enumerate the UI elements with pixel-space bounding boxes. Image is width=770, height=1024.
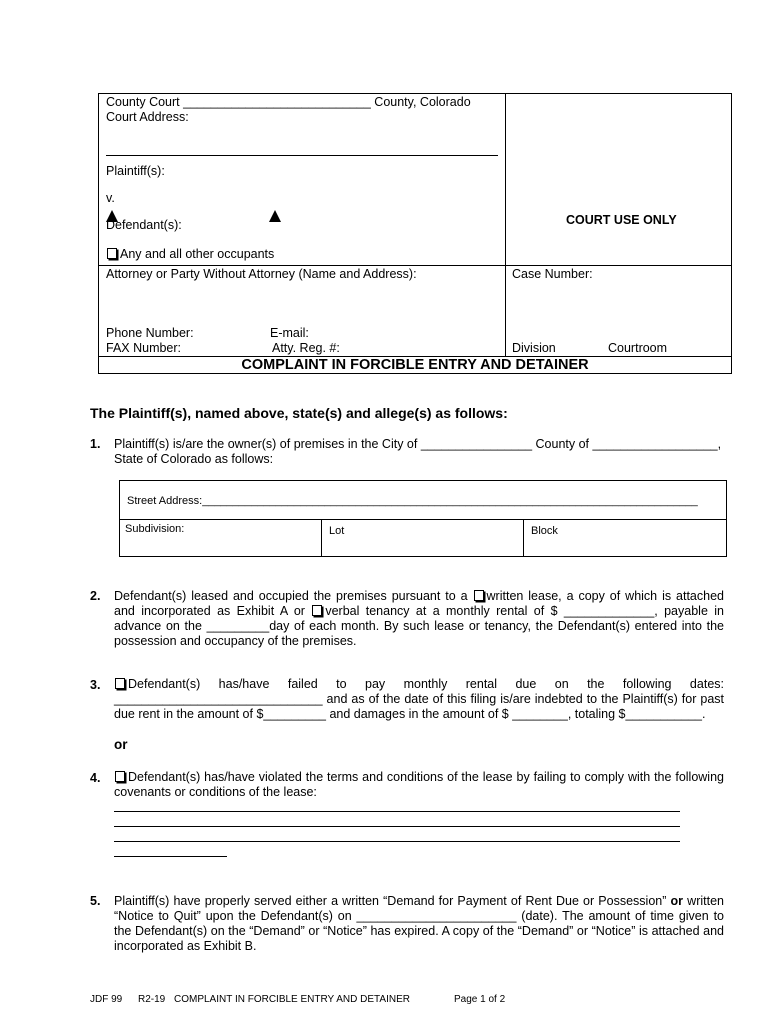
subdivision-field[interactable]: Subdivision: <box>125 523 185 535</box>
covenants-blank-line[interactable] <box>114 826 680 827</box>
paragraph-5-or: or <box>670 894 684 908</box>
paragraph-2-part-3: verbal tenancy at a monthly rental of $ _____________, payable in advance on the _________day of each month. By such lease or tenancy, the Defendant(s) entered into the possession and occupancy of the premises. <box>114 604 724 648</box>
covenants-blank-line[interactable] <box>114 811 680 812</box>
footer-revision: R2-19 <box>138 994 166 1005</box>
paragraph-5-part-a: Plaintiff(s) have properly served either a written “Demand for Payment of Rent Due or Possession” <box>114 894 671 908</box>
defendant-label: Defendant(s): <box>106 218 182 232</box>
court-address-label: Court Address: <box>106 110 189 124</box>
paragraph-5-number: 5. <box>90 894 101 908</box>
paragraph-3-text <box>114 677 724 722</box>
attorney-label: Attorney or Party Without Attorney (Name and Address): <box>106 267 417 281</box>
paragraph-2-number: 2. <box>90 589 101 603</box>
property-address-box <box>119 480 727 557</box>
block-field[interactable]: Block <box>531 525 558 537</box>
occupants-checkbox[interactable] <box>107 248 117 259</box>
occupants-label: Any and all other occupants <box>120 247 275 261</box>
paragraph-4-body: Defendant(s) has/have violated the terms and conditions of the lease by failing to comply with the following covenants or conditions of the lease: <box>114 770 724 799</box>
paragraph-2-part-2: written lease, a copy of which is attached and incorporated as Exhibit A or <box>114 589 724 618</box>
paragraph-4-text <box>114 770 724 800</box>
paragraph-3-number: 3. <box>90 678 101 692</box>
atty-reg-label: Atty. Reg. #: <box>272 341 340 355</box>
paragraph-1-line-2: State of Colorado as follows: <box>114 452 274 466</box>
caption-divider-vertical <box>505 93 506 356</box>
paragraph-2-part-1: Defendant(s) leased and occupied the premises pursuant to a <box>114 589 473 603</box>
paragraph-1-number: 1. <box>90 437 101 451</box>
footer-form-number: JDF 99 <box>90 994 123 1005</box>
intro-statement: The Plaintiff(s), named above, state(s) and allege(s) as follows: <box>90 405 508 421</box>
case-number-label: Case Number: <box>512 267 593 281</box>
paragraph-4-number: 4. <box>90 771 101 785</box>
court-line: County Court ___________________________ County, Colorado <box>106 95 471 109</box>
paragraph-1-line-1: Plaintiff(s) is/are the owner(s) of premises in the City of ________________ County of __________________, <box>114 437 722 451</box>
footer-page-number: Page 1 of 2 <box>454 994 506 1005</box>
court-use-only: COURT USE ONLY <box>566 213 677 227</box>
document-title: COMPLAINT IN FORCIBLE ENTRY AND DETAINER <box>241 357 589 373</box>
street-address-field[interactable]: Street Address:_________________________________________________________________________________ <box>127 495 698 507</box>
paragraph-5-text <box>114 894 724 954</box>
versus-label: v. <box>106 191 115 205</box>
courtroom-label: Courtroom <box>608 341 668 355</box>
caption-divider-horizontal <box>98 265 732 266</box>
written-lease-checkbox[interactable] <box>474 590 484 601</box>
occupants-checkbox-row <box>106 247 274 261</box>
lot-field[interactable]: Lot <box>329 525 345 537</box>
covenants-blank-line[interactable] <box>114 856 227 857</box>
failed-to-pay-checkbox[interactable] <box>115 678 125 689</box>
plaintiff-label: Plaintiff(s): <box>106 164 165 178</box>
address-box-col-divider <box>321 519 322 556</box>
email-label: E-mail: <box>270 326 309 340</box>
violated-terms-checkbox[interactable] <box>115 771 125 782</box>
fax-label: FAX Number: <box>106 341 182 355</box>
address-box-divider <box>120 519 726 520</box>
or-separator: or <box>114 737 128 752</box>
footer-form-title: COMPLAINT IN FORCIBLE ENTRY AND DETAINER <box>174 994 410 1005</box>
covenants-blank-line[interactable] <box>114 841 680 842</box>
paragraph-5-part-b: written “Notice to Quit” upon the Defendant(s) on _______________________ (date). The amount of time given to the Defendant(s) on the “Demand” or “Notice” has expired. A copy of the “Demand” or “Notice” is attached and incorporated as Exhibit B. <box>114 894 724 953</box>
address-box-col-divider <box>523 519 524 556</box>
court-address-rule <box>106 155 498 156</box>
division-label: Division <box>512 341 556 355</box>
verbal-tenancy-checkbox[interactable] <box>312 605 322 616</box>
triangle-marker-icon <box>269 210 281 222</box>
paragraph-2-text <box>114 589 724 649</box>
phone-label: Phone Number: <box>106 326 194 340</box>
paragraph-3-body: Defendant(s) has/have failed to pay monthly rental due on the following dates: ______________________________ and as of the date of this filing is/are indebted to the Plaintiff(s) for past due rent in the amount of $_________ and damages in the amount of $ ________, totaling $___________. <box>114 677 724 721</box>
